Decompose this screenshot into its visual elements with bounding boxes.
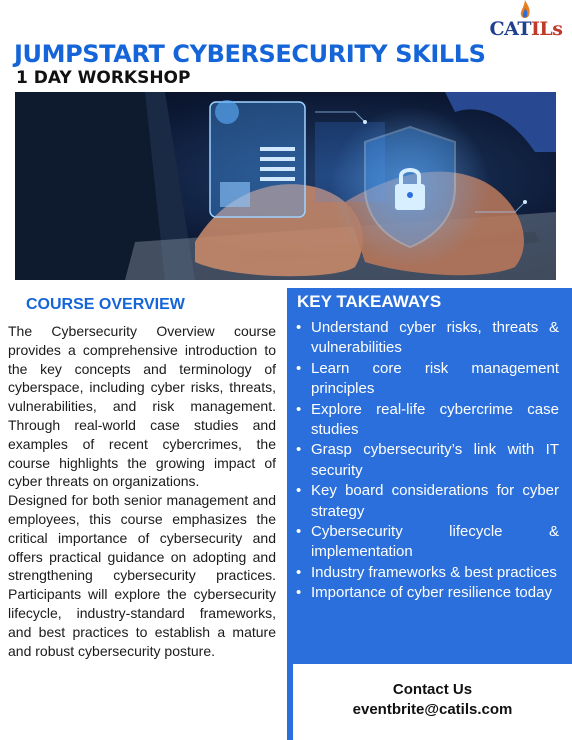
page-subtitle: 1 DAY WORKSHOP (16, 68, 191, 88)
bullet-icon: • (296, 563, 302, 581)
bullet-icon: • (296, 400, 302, 418)
key-takeaways-heading: KEY TAKEAWAYS (297, 292, 442, 311)
bullet-icon: • (296, 441, 302, 459)
takeaway-item: • Explore real-life cybercrime case studies (296, 400, 559, 439)
key-takeaways-panel (287, 288, 572, 740)
overview-paragraph: Designed for both senior management and employees, this course emphasizes the critical importance of cybersecurity and offers practical guidance on adopting and strengthening cybersecurity practices. Participants will explore the cybersecurity lifecycle, industry-standard frameworks, and best practices to establish a mature and robust cybersecurity posture. (8, 492, 276, 659)
cyber-hands-illustration (15, 92, 556, 280)
catils-logo (486, 0, 566, 44)
contact-heading: Contact Us (392, 681, 473, 698)
takeaways-list (293, 318, 559, 604)
bullet-icon: • (296, 319, 302, 336)
course-overview-heading: COURSE OVERVIEW (26, 296, 185, 313)
bullet-icon: • (296, 523, 302, 541)
takeaway-item: • Cybersecurity lifecycle & implementation (296, 523, 559, 561)
course-overview-section (0, 288, 287, 740)
takeaway-item: • Key board considerations for cyber strategy (296, 482, 559, 520)
bullet-icon: • (296, 584, 302, 602)
bullet-icon: • (296, 482, 302, 500)
takeaway-item: • Grasp cybersecurity’s link with IT security (296, 441, 559, 479)
hero-image (15, 92, 556, 280)
takeaway-item: • Importance of cyber resilience today (293, 583, 559, 603)
course-overview-text (8, 322, 276, 660)
takeaway-item: • Learn core risk management principles (296, 359, 559, 398)
logo-wordmark: CATILs (489, 18, 563, 40)
overview-paragraph: The Cybersecurity Overview course provides a comprehensive introduction to the key concepts and terminology of cyberspace, including cyber risks, threats, vulnerabilities, and risk management. Through real-world case studies and examples of recent cybercrimes, the course highlights the growing impact of cyber threats on organizations. (8, 323, 276, 490)
takeaway-item: • Understand cyber risks, threats & vulnerabilities (296, 319, 559, 357)
page-title: JUMPSTART CYBERSECURITY SKILLS (14, 40, 486, 68)
contact-box (293, 664, 572, 740)
contact-email-link[interactable]: eventbrite@catils.com (352, 701, 513, 718)
bullet-icon: • (296, 359, 302, 377)
takeaway-item: • Industry frameworks & best practices (293, 563, 559, 583)
